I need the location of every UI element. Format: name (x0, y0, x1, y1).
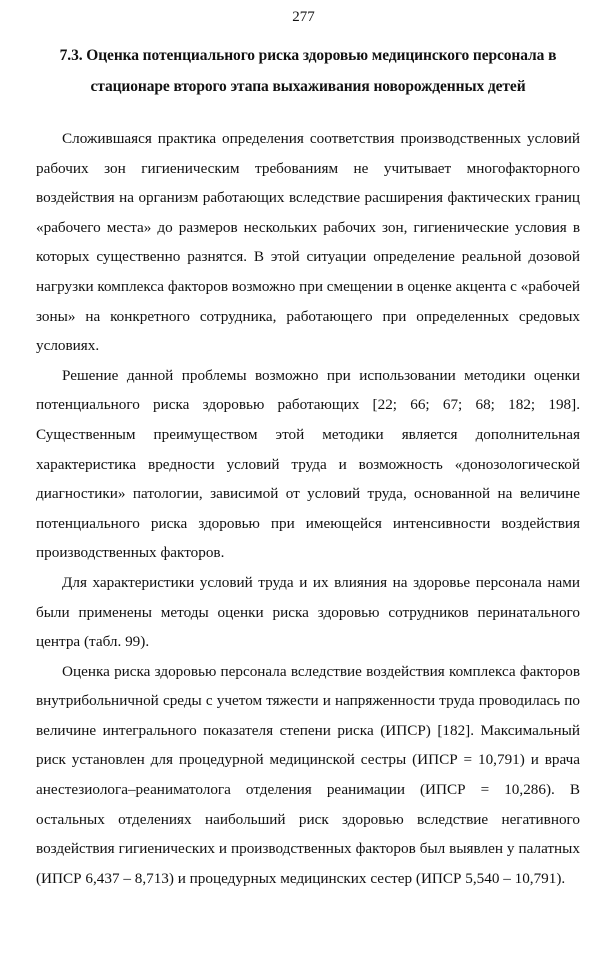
paragraph-2: Решение данной проблемы возможно при использовании методики оценки потенциального риска здоровью работающих [22; 66; 67; 68; 182; 198]. Существенным преимуществом этой методики является дополнительная характеристика вредности условий труда и возможность «донозологической диагностики» патологии, зависимой от условий труда, основанной на величине потенциального риска здоровью при имеющейся интенсивности воздействия производственных факторов. (36, 366, 580, 562)
section-heading: 7.3. Оценка потенциального риска здоровью медицинского персонала в стационаре второго этапа выхаживания новорожденных детей (59, 47, 557, 95)
paragraph-3: Для характеристики условий труда и их влияния на здоровье персонала нами были применены методы оценки риска здоровью сотрудников перинатального центра (табл. 99). (36, 573, 580, 651)
body-text (36, 124, 580, 893)
page-number: 277 (292, 9, 315, 25)
paragraph-4: Оценка риска здоровью персонала вследствие воздействия комплекса факторов внутрибольничной среды с учетом тяжести и напряженности труда проводилась по величине интегрального показателя степени риска (ИПСР) [182]. Максимальный риск установлен для процедурной медицинской сестры (ИПСР = 10,791) и врача анестезиолога–реаниматолога отделения реанимации (ИПСР = 10,286). В остальных отделениях наибольший риск здоровью вследствие негативного воздействия гигиенических и производственных факторов был выявлен у палатных (ИПСР 6,437 – 8,713) и процедурных медицинских сестер (ИПСР 5,540 – 10,791). (36, 662, 580, 887)
paragraph-1: Сложившаяся практика определения соответствия производственных условий рабочих зон гигиеническим требованиям не учитывает многофакторного воздействия на организм работающих вследствие расширения фактических границ «рабочего места» до размеров нескольких рабочих зон, гигиенические условия в которых существенно разнятся. В этой ситуации определение реальной дозовой нагрузки комплекса факторов возможно при смещении в оценке акцента с «рабочей зоны» на конкретного сотрудника, работающего при определенных средовых условиях. (36, 130, 580, 355)
